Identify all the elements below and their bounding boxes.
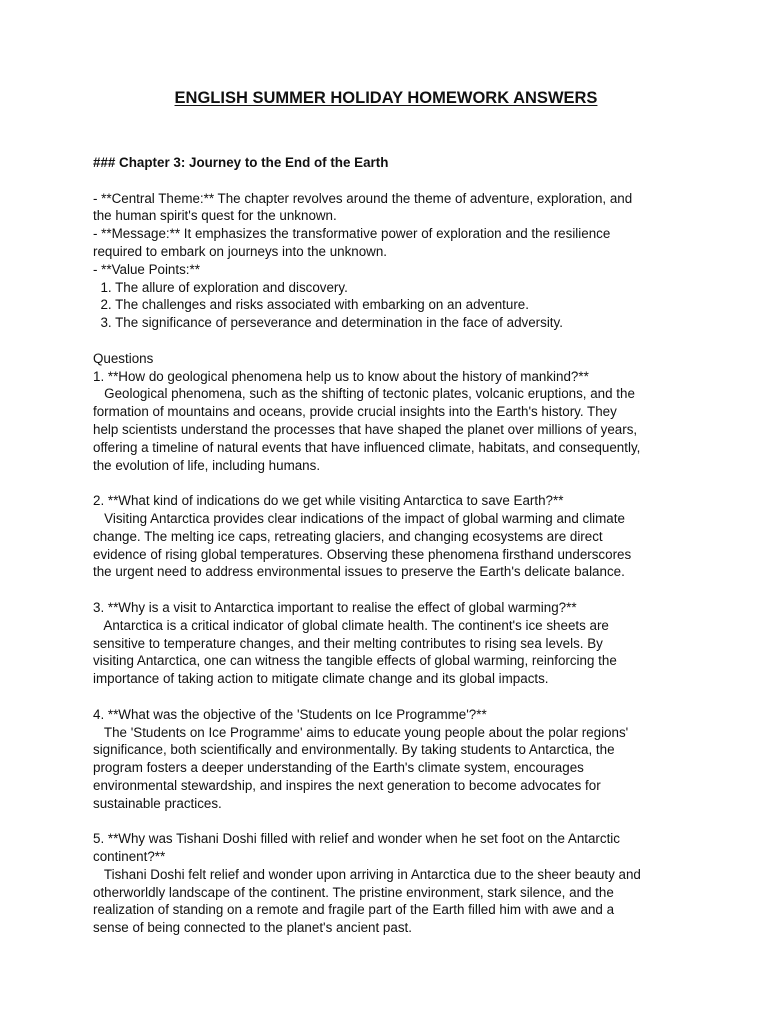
summary-line: the human spirit's quest for the unknown. (93, 208, 337, 224)
summary-line: required to embark on journeys into the unknown. (93, 243, 388, 259)
spacer (93, 474, 683, 492)
answer-line: change. The melting ice caps, retreating glaciers, and changing ecosystems are direct (93, 528, 603, 544)
question-line: 1. **How do geological phenomena help us to know about the history of mankind?** (93, 368, 589, 384)
value-point: 3. The significance of perseverance and determination in the face of adversity. (93, 315, 563, 331)
chapter-summary (93, 190, 683, 332)
answer-line: realization of standing on a remote and fragile part of the Earth filled him with awe and a (93, 902, 615, 918)
answer-line: Tishani Doshi felt relief and wonder upon arriving in Antarctica due to the sheer beauty and (93, 866, 641, 882)
document-page (93, 86, 683, 937)
answer-line: Antarctica is a critical indicator of global climate health. The continent's ice sheets are (93, 617, 609, 633)
answer-line: significance, both scientifically and environmentally. By taking students to Antarctica, the (93, 742, 615, 758)
document-title: ENGLISH SUMMER HOLIDAY HOMEWORK ANSWERS (174, 89, 598, 107)
answer-line: sensitive to temperature changes, and their melting contributes to rising sea levels. By (93, 635, 603, 651)
answer-line: otherworldly landscape of the continent. The pristine environment, stark silence, and the (93, 884, 614, 900)
value-point: 1. The allure of exploration and discovery. (93, 279, 348, 295)
spacer (93, 688, 683, 706)
question-block-1 (93, 368, 683, 475)
answer-line: program fosters a deeper understanding of the Earth's climate system, encourages (93, 760, 584, 776)
answer-line: sustainable practices. (93, 795, 222, 811)
answer-line: offering a timeline of natural events that have influenced climate, habitats, and consequently, (93, 439, 641, 455)
answer-line: importance of taking action to mitigate climate change and its global impacts. (93, 671, 549, 687)
question-block-3 (93, 599, 683, 688)
answer-line: sense of being connected to the planet's ancient past. (93, 920, 412, 936)
question-block-5 (93, 830, 683, 937)
answer-line: environmental stewardship, and inspires the next generation to become advocates for (93, 777, 601, 793)
answer-line: the evolution of life, including humans. (93, 457, 321, 473)
spacer (93, 812, 683, 830)
answer-line: the urgent need to address environmental issues to preserve the Earth's delicate balance. (93, 564, 625, 580)
question-line: 2. **What kind of indications do we get while visiting Antarctica to save Earth?** (93, 493, 564, 509)
answer-line: Visiting Antarctica provides clear indications of the impact of global warming and climate (93, 510, 625, 526)
question-block-2 (93, 492, 683, 581)
value-point: 2. The challenges and risks associated with embarking on an adventure. (93, 297, 529, 313)
spacer (93, 332, 683, 350)
question-block-4 (93, 706, 683, 813)
question-line: 4. **What was the objective of the 'Students on Ice Programme'?** (93, 706, 487, 722)
spacer (93, 581, 683, 599)
summary-line: - **Message:** It emphasizes the transformative power of exploration and the resilience (93, 226, 611, 242)
answer-line: The 'Students on Ice Programme' aims to educate young people about the polar regions' (93, 724, 629, 740)
spacer (93, 172, 683, 190)
answer-line: Geological phenomena, such as the shifting of tectonic plates, volcanic eruptions, and the (93, 386, 635, 402)
chapter-heading: ### Chapter 3: Journey to the End of the Earth (93, 155, 389, 170)
answer-line: visiting Antarctica, one can witness the tangible effects of global warming, reinforcing the (93, 653, 617, 669)
answer-line: help scientists understand the processes that have shaped the planet over millions of years, (93, 421, 638, 437)
answer-line: evidence of rising global temperatures. Observing these phenomena firsthand underscores (93, 546, 632, 562)
summary-line: - **Central Theme:** The chapter revolves around the theme of adventure, exploration, and (93, 190, 633, 206)
question-line: 5. **Why was Tishani Doshi filled with relief and wonder when he set foot on the Antarctic (93, 831, 620, 847)
questions-label: Questions (93, 350, 154, 366)
question-line: 3. **Why is a visit to Antarctica important to realise the effect of global warming?** (93, 599, 577, 615)
question-line: continent?** (93, 849, 166, 865)
answer-line: formation of mountains and oceans, provide crucial insights into the Earth's history. They (93, 404, 617, 420)
summary-line: - **Value Points:** (93, 261, 200, 277)
